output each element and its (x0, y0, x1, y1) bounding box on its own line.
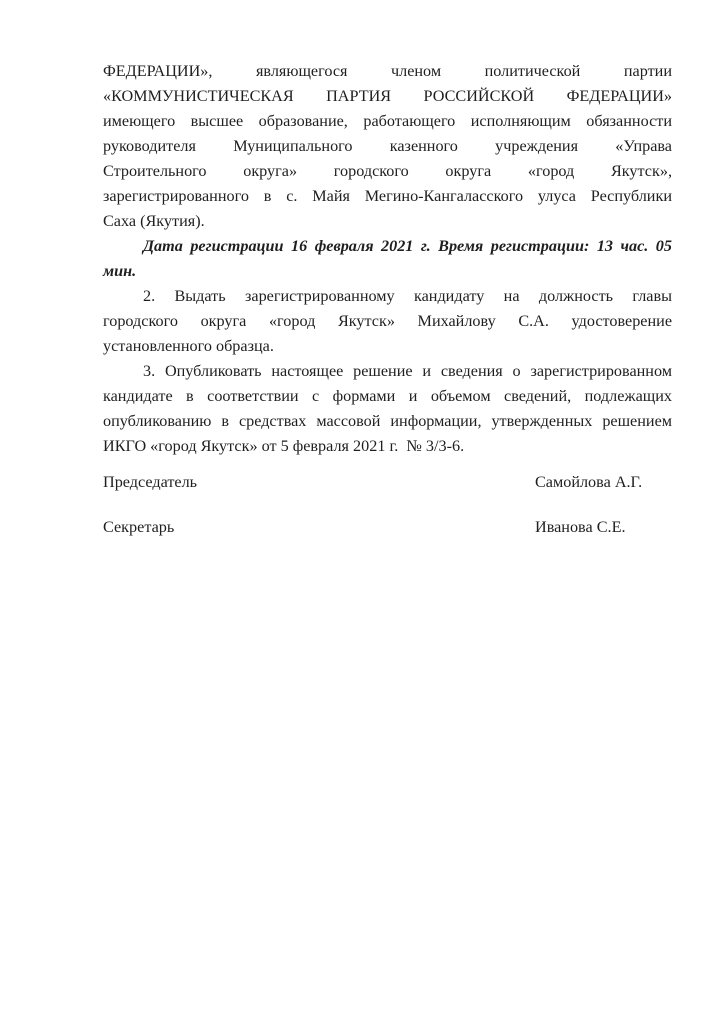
signature-role: Секретарь (103, 518, 175, 536)
document-line: установленного образца. (103, 337, 274, 355)
document-text-block (103, 59, 672, 459)
signature-name: Иванова С.Е. (535, 518, 626, 536)
document-line-registration-date: Дата регистрации 16 февраля 2021 г. Время регистрации: 13 час. 05 (143, 237, 672, 255)
document-line-registration-date: мин. (103, 262, 137, 280)
signature-row-secretary (103, 515, 672, 540)
document-line: Строительного округа» городского округа «город Якутск», (103, 162, 672, 180)
document-line: городского округа «город Якутск» Михайлову С.А. удостоверение (103, 312, 672, 330)
document-line: опубликованию в средствах массовой информации, утвержденных решением (103, 412, 672, 430)
document-line: Саха (Якутия). (103, 212, 205, 230)
document-line: «КОММУНИСТИЧЕСКАЯ ПАРТИЯ РОССИЙСКОЙ ФЕДЕРАЦИИ» (103, 87, 672, 105)
document-line: зарегистрированного в с. Майя Мегино-Кангаласского улуса Республики (103, 187, 672, 205)
document-line: имеющего высшее образование, работающего исполняющим обязанности (103, 112, 672, 130)
signature-row-chairman (103, 470, 672, 495)
signature-name: Самойлова А.Г. (535, 473, 643, 491)
signature-role: Председатель (103, 473, 198, 491)
document-line-item-3: 3. Опубликовать настоящее решение и сведения о зарегистрированном (143, 362, 672, 380)
document-line: ФЕДЕРАЦИИ», являющегося членом политической партии (103, 62, 672, 80)
document-line-item-2: 2. Выдать зарегистрированному кандидату на должность главы (143, 287, 672, 305)
document-line: руководителя Муниципального казенного учреждения «Управа (103, 137, 672, 155)
document-line: ИКГО «город Якутск» от 5 февраля 2021 г. № 3/3-6. (103, 437, 465, 455)
signature-block (103, 470, 672, 540)
document-line: кандидате в соответствии с формами и объемом сведений, подлежащих (103, 387, 672, 405)
